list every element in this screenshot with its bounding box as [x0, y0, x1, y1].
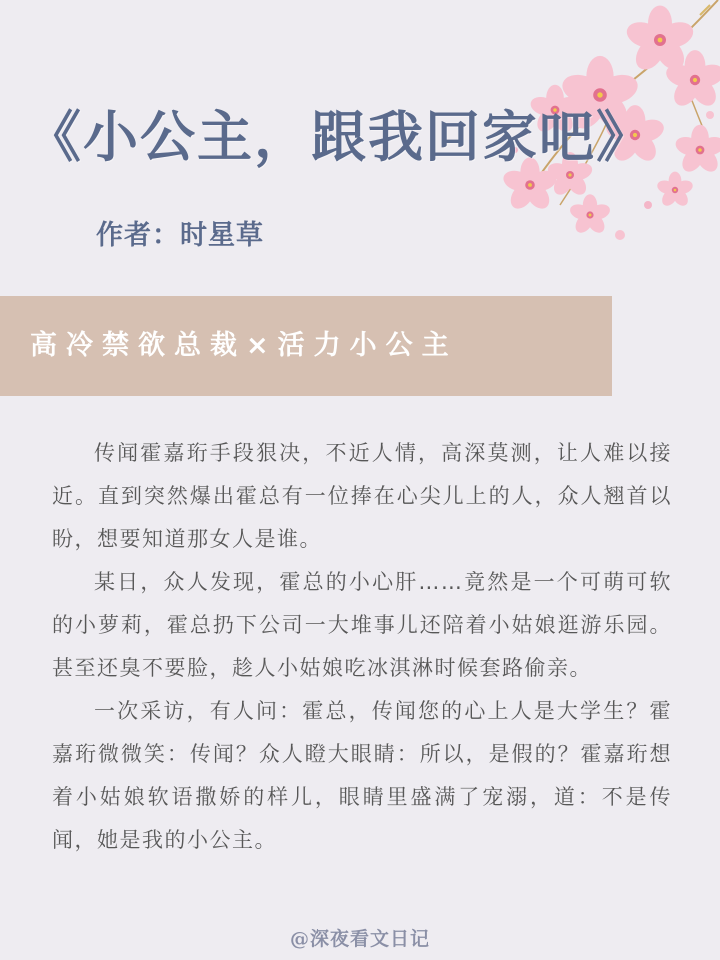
synopsis-paragraph: 一次采访，有人问：霍总，传闻您的心上人是大学生？霍嘉珩微微笑：传闻？众人瞪大眼睛：所以，是假的？霍嘉珩想着小姑娘软语撒娇的样儿，眼睛里盛满了宠溺，道：不是传闻，她是我的小公主。	[52, 699, 672, 852]
synopsis-paragraph: 某日，众人发现，霍总的小心肝……竟然是一个可萌可软的小萝莉，霍总扔下公司一大堆事儿还陪着小姑娘逛游乐园。甚至还臭不要脸，趁人小姑娘吃冰淇淋时候套路偷亲。	[52, 570, 672, 680]
synopsis-paragraph: 传闻霍嘉珩手段狠决，不近人情，高深莫测，让人难以接近。直到突然爆出霍总有一位捧在心尖儿上的人，众人翘首以盼，想要知道那女人是谁。	[52, 441, 672, 551]
watermark-handle: @深夜看文日记	[289, 928, 430, 950]
book-title: 《小公主，跟我回家吧》	[26, 105, 654, 169]
tagline-banner	[0, 296, 612, 396]
tagline-text: 高冷禁欲总裁×活力小公主	[30, 330, 458, 361]
synopsis	[52, 432, 672, 862]
author-line: 作者：时星草	[96, 220, 264, 251]
